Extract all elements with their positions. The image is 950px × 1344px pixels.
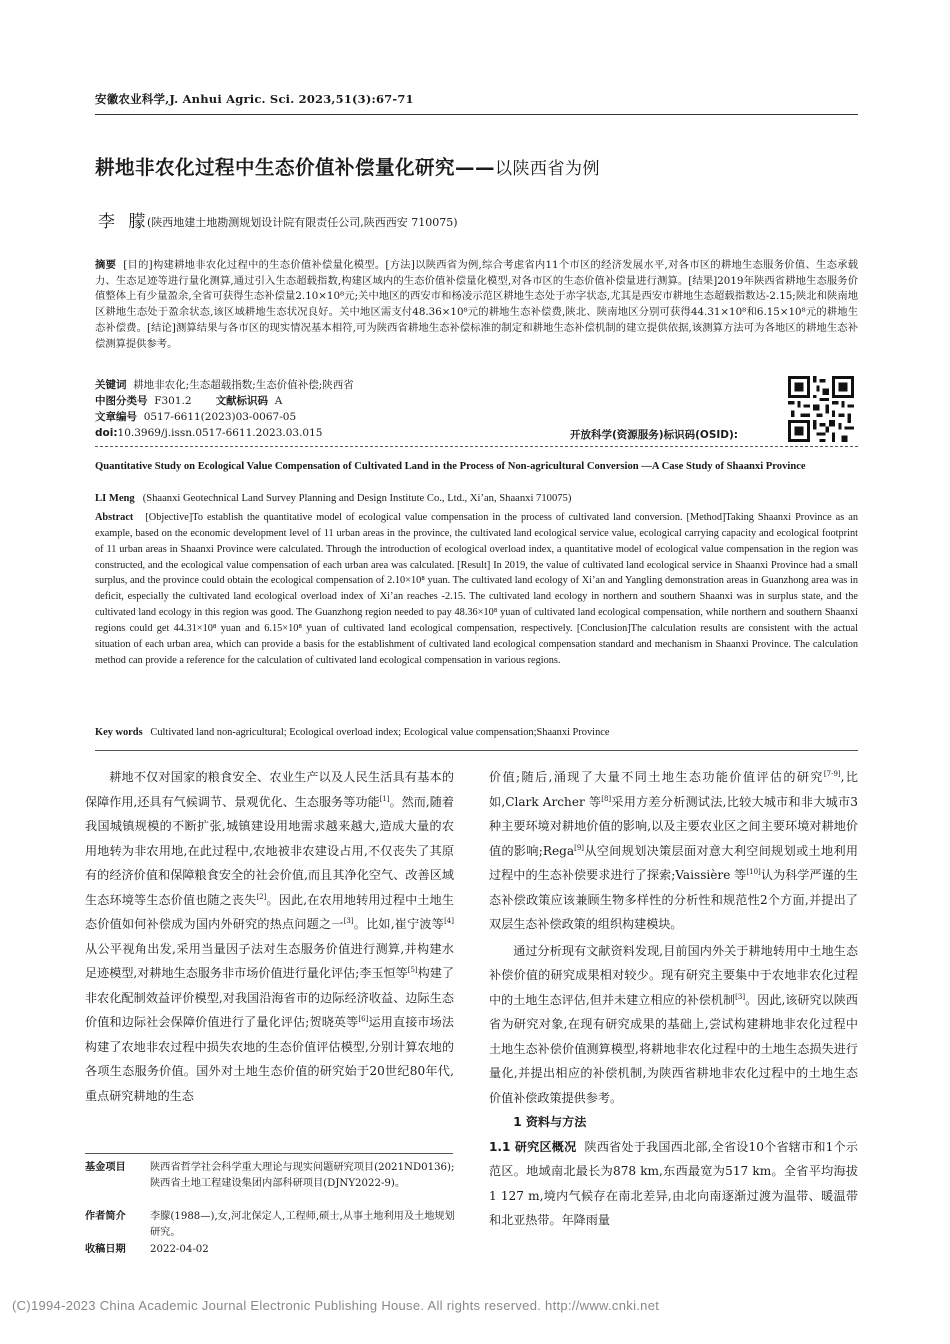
author-bio-text: 李朦(1988—),女,河北保定人,工程师,硕士,从事土地利用及土地规划研究。: [150, 1211, 455, 1238]
english-keywords: [95, 727, 610, 738]
english-keywords-label: Key words: [95, 727, 143, 738]
citation-link[interactable]: [3]: [343, 917, 354, 925]
doi-value: 10.3969/j.issn.0517-6611.2023.03.015: [117, 427, 323, 439]
english-abstract: [95, 510, 858, 668]
title-main: 耕地非农化过程中生态价值补偿量化研究——: [95, 156, 496, 179]
body-column-left: [85, 765, 454, 1108]
citation-link[interactable]: [2]: [256, 892, 267, 901]
doccode-value: A: [274, 395, 283, 407]
fund-text: 陕西省哲学社会科学重大理论与现实问题研究项目(2021ND0136);陕西省土地工程建设集团内部科研项目(DJNY2022-9)。: [150, 1162, 455, 1189]
section-heading: 1 资料与方法: [513, 1115, 587, 1129]
english-author: [95, 493, 571, 504]
qr-code-icon[interactable]: [788, 376, 854, 442]
author-affiliation: (陕西地建土地勘测规划设计院有限责任公司,陕西西安 710075): [147, 216, 458, 229]
abstract-cn-label: 摘要: [95, 259, 117, 271]
english-abstract-label: Abstract: [95, 512, 134, 523]
english-abstract-text: [Objective]To establish the quantitative model of ecological value compensation in the process of cultivated land conversion. [Method]Taking Shaanxi Province as an example, based on the economic development level of 11 urban areas in the province, the cultivated land ecological service value, ecological carrying capacity and ecological footprint of 11 urban areas in Shaanxi Province were calculated. Through the introduction of ecological overload index, a quantitative model of ecological value compensation in the region was constructed, and the ecological value compensation of each urban area was calculated. [Result] In 2019, the value of cultivated land ecological service in Shaanxi Province had a small surplus, and the province could obtain the ecological compensation of 2.10×10⁸ yuan. The cultivated land ecology of Xi’an and Yangling demonstration areas in Guanzhong area was in deficit, especially the cultivated land ecological overload index of Xi’an reaches -2.15. The cultivated land ecology in northern and southern Shaanxi was in surplus state, and the cultivated land ecology in this region was good. The Guanzhong region needed to pay 48.36×10⁸ yuan of cultivated land ecological compensation, while northern and southern Shaanxi regions could get 44.31×10⁸ yuan and 6.15×10⁸ yuan of cultivated land ecological compensation, respectively. [Conclusion]The calculation results are consistent with the actual situation of each urban area, which can provide a basis for the establishment of cultivated land ecological compensation standard and mechanism in Shaanxi Province. The calculation method can provide a reference for the calculation of cultivated land ecological compensation in various regions.: [95, 512, 858, 666]
subsection-paragraph: 1.1 研究区概况 陕西省处于我国西北部,全省设10个省辖市和1个示范区。地域南北最长为878 km,东西最宽为517 km。全省平均海拔1 127 m,境内气候存在南北差异,由北向南逐渐过渡为温带、暖温带和北亚热带。年降雨量: [489, 1139, 858, 1227]
english-keywords-value: Cultivated land non-agricultural; Ecological overload index; Ecological value compensation;Shaanxi Province: [150, 727, 610, 738]
keywords-label: 关键词: [95, 379, 127, 391]
keywords-cn: [95, 377, 354, 393]
citation-link[interactable]: [6]: [358, 1015, 369, 1023]
abstract-end-rule: [95, 750, 858, 751]
abstract-cn: [95, 258, 858, 352]
english-author-name: LI Meng: [95, 493, 135, 504]
paper-title: [95, 152, 600, 180]
article-value: 0517-6611(2023)03-0067-05: [143, 411, 297, 423]
english-affiliation: (Shaanxi Geotechnical Land Survey Planning and Design Institute Co., Ltd., Xi’an, Shaanxi 710075): [142, 493, 572, 504]
author-bio-label: 作者简介: [85, 1211, 126, 1222]
body-paragraph: 价值;随后,涌现了大量不同土地生态功能价值评估的研究[7-9],比如,Clark Archer 等[8]采用方差分析测试法,比较大城市和非大城市3种主要环境对耕地价值的影响,以及主要农业区之间主要环境对耕地价值的影响;Rega[9]从空间规划决策层面对意大利空间规划或土地利用过程中的生态补偿要求进行了探索;Vaissière 等[10]认为科学严谨的生态补偿政策应该兼顾生物多样性的分析性和规范性2个方面,并提出了双层生态补偿政策的组织构建模块。: [489, 770, 858, 931]
footnote-date: [85, 1242, 457, 1258]
section-divider: [95, 446, 858, 447]
journal-header: 安徽农业科学,J. Anhui Agric. Sci. 2023,51(3):67-71: [95, 92, 414, 106]
clc-label: 中图分类号: [95, 395, 148, 407]
article-number-row: [95, 409, 296, 425]
body-paragraph: 耕地不仅对国家的粮食安全、农业生产以及人民生活具有基本的保障作用,还具有气候调节、景观优化、生态服务等功能[1]。然而,随着我国城镇规模的不断扩张,城镇建设用地需求越来越大,造成大量的农用地转为非农用地,在此过程中,农地被非农建设占用,不仅丧失了其原有的经济价值和保障粮食安全的社会价值,而且其净化空气、改善区域生态环境等生态价值也随之丧失[2]。因此,在农用地转用过程中土地生态价值如何补偿成为国内外研究的热点问题之一[3]。比如,崔宁波等[4]从公平视角出发,采用当量因子法对生态服务价值进行测算,并构建水足迹模型,对耕地生态服务非市场价值进行量化评估;李玉恒等[5]构建了非农化配制效益评价模型,对我国沿海省市的边际经济收益、边际生态价值和边际社会保障价值进行了量化评估;贺晓英等[6]运用直接市场法构建了农地非农过程中损失农地的生态价值评估模型,分别计算农地的各项生态服务价值。国外对土地生态价值的研究始于20世纪80年代,重点研究耕地的生态: [85, 770, 454, 1103]
osid-label: 开放科学(资源服务)标识码(OSID):: [570, 429, 739, 441]
footnote-rule: [85, 1153, 453, 1154]
footnote-fund: [85, 1160, 457, 1208]
citation-link[interactable]: [7-9]: [823, 770, 841, 778]
fund-label: 基金项目: [85, 1162, 126, 1173]
body-paragraph: 通过分析现有文献资料发现,目前国内外关于耕地转用中土地生态补偿价值的研究成果相对较少。现有研究主要集中于农地非农化过程中的土地生态评估,但并未建立相应的补偿机制[3]。因此,该研究以陕西省为研究对象,在现有研究成果的基础上,尝试构建耕地非农化过程中土地生态补偿价值测算模型,将耕地非农化过程中的土地生态损失进行量化,并提出相应的补偿机制,为陕西省耕地非农化过程中的土地生态价值补偿政策提供参考。: [489, 943, 858, 1105]
doccode-label: 文献标识码: [215, 395, 269, 407]
citation-link[interactable]: [3]: [735, 992, 746, 1001]
body-column-right: [489, 765, 858, 1233]
doi-label: doi:: [95, 427, 118, 439]
doi-row: [95, 425, 322, 441]
keywords-value: 耕地非农化;生态超载指数;生态价值补偿;陕西省: [133, 379, 354, 391]
copyright-watermark: (C)1994-2023 China Academic Journal Electronic Publishing House. All rights reserved. http://www.cnki.net: [12, 1298, 660, 1313]
abstract-cn-text: [目的]构建耕地非农化过程中的生态价值补偿量化模型。[方法]以陕西省为例,综合考虑省内11个市区的经济发展水平,对各市区的耕地生态服务价值、生态承载力、生态足迹等进行量化测算,通过引入生态超载指数,构建区域内的生态价值补偿量化模型,对各市区的生态价值补偿量进行测算。[结果]2019年陕西省耕地生态服务价值整体上有少量盈余,全省可获得生态补偿量2.10×10⁸元;关中地区的西安市和杨凌示范区耕地生态处于赤字状态,尤其是西安市耕地生态超载指数达-2.15;陕北和陕南地区耕地生态处于盈余状态,该区域耕地生态状况良好。关中地区需支付48.36×10⁸元的耕地生态补偿费,陕北、陕南地区分别可获得44.31×10⁸和6.15×10⁸元的耕地生态补偿费。[结论]测算结果与各市区的现实情况基本相符,可为陕西省耕地生态补偿标准的制定和耕地生态补偿机制的建立提供依据,该测算方法可为各地区的耕地生态补偿测算提供参考。: [95, 259, 859, 350]
footnote-author: [85, 1209, 457, 1241]
article-label: 文章编号: [95, 411, 137, 423]
clc-row: [95, 393, 282, 409]
received-date-label: 收稿日期: [85, 1244, 126, 1255]
citation-link[interactable]: [10]: [746, 868, 761, 876]
citation-link[interactable]: [9]: [574, 843, 585, 852]
clc-value: F301.2: [154, 395, 192, 407]
title-sub: 以陕西省为例: [495, 159, 601, 179]
author-name: 李 朦: [98, 212, 150, 232]
citation-link[interactable]: [4]: [444, 917, 454, 925]
citation-link[interactable]: [5]: [407, 966, 418, 974]
header-rule: [95, 114, 858, 115]
citation-link[interactable]: [8]: [601, 794, 612, 803]
english-title: Quantitative Study on Ecological Value Compensation of Cultivated Land in the Process of Non-agricultural Conversion —A Case Study of Shaanxi Province: [95, 461, 806, 472]
received-date-value: 2022-04-02: [150, 1244, 209, 1255]
subsection-heading: 1.1 研究区概况: [489, 1139, 577, 1154]
citation-link[interactable]: [1]: [379, 794, 390, 803]
